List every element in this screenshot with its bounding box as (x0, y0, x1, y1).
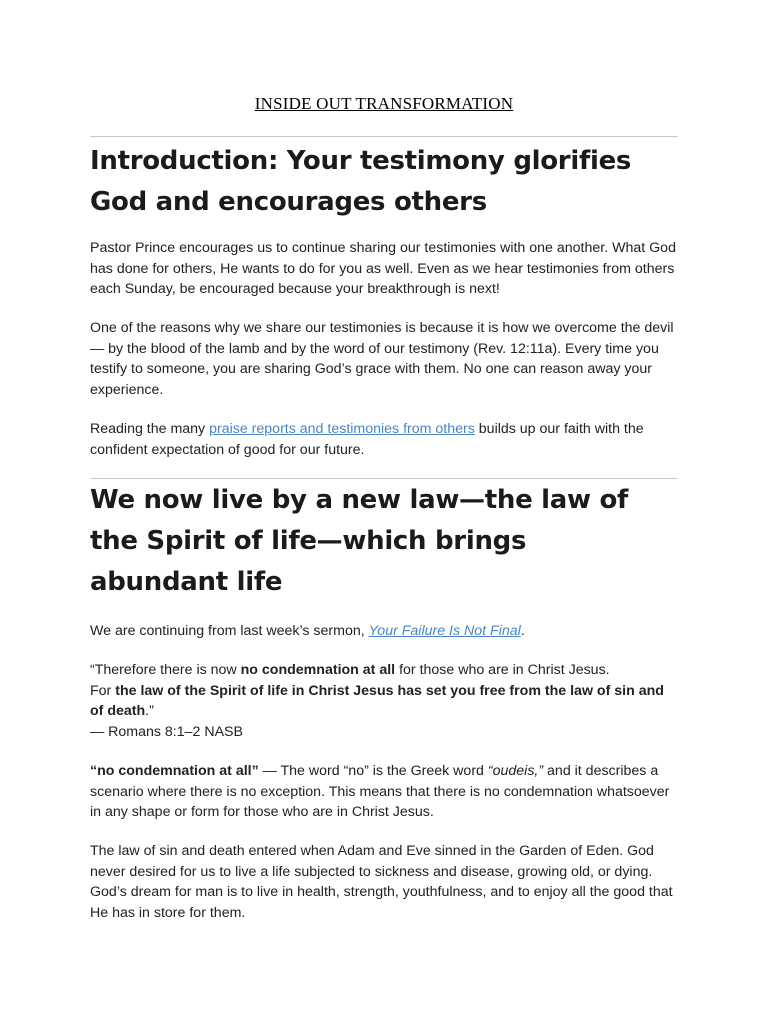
paragraph (90, 761, 678, 823)
quote-reference: — Romans 8:1–2 NASB (90, 723, 243, 740)
paragraph-text: Reading the many (90, 421, 210, 437)
paragraph-text: and it describes a scenario where there is no exception. This means that there is no condemnation whatsoever in any shape or form for those who are in Christ Jesus. (90, 763, 670, 821)
quote-text: for those who are in Christ Jesus. (395, 662, 610, 678)
divider (90, 478, 678, 479)
heading-line: God and encourages others (90, 187, 487, 217)
paragraph (90, 621, 678, 642)
quote-text: .” (145, 703, 154, 720)
paragraph-text: — The word “no” is the Greek word (258, 763, 488, 779)
quote-text: “Therefore there is now (90, 662, 241, 678)
scripture-quote (90, 660, 678, 742)
paragraph-bold: “no condemnation at all” (90, 763, 259, 779)
paragraph: Pastor Prince encourages us to continue sharing our testimonies with one another. What God has done for others, He wants to do for you as well. Even as we hear testimonies from others each Sunday, be encouraged because your breakthrough is next! (90, 240, 676, 298)
heading-line: abundant life (90, 567, 283, 597)
sermon-link[interactable] (369, 623, 521, 639)
heading-line: Introduction: Your testimony glorifies (90, 146, 632, 176)
testimonies-link[interactable]: praise reports and testimonies from others (209, 421, 475, 437)
paragraph-italic: “oudeis,” (487, 763, 544, 779)
paragraph-text: . (520, 623, 525, 639)
paragraph: The law of sin and death entered when Adam and Eve sinned in the Garden of Eden. God never desired for us to live a life subjected to sickness and disease, growing old, or dying. God’s dream for man is to live in health, strength, youthfulness, and to enjoy all the good that He has in store for them. (90, 843, 673, 921)
divider (90, 136, 678, 137)
section-heading-new-law (90, 480, 678, 603)
paragraph-text: builds up our faith with the confident expectation of good for our future. (90, 421, 644, 458)
heading-line: We now live by a new law—the law of (90, 485, 629, 515)
paragraph: One of the reasons why we share our testimonies is because it is how we overcome the devil— by the blood of the lamb and by the word of our testimony (Rev. 12:11a). Every time you testify to someone, you are sharing God’s grace with them. No one can reason away your experience. (90, 320, 674, 398)
sermon-link-text: Your Failure Is Not Final (368, 623, 521, 639)
paragraph (90, 419, 678, 460)
heading-line: the Spirit of life—which brings (90, 526, 527, 556)
section-heading-introduction (90, 141, 678, 223)
quote-bold: the law of the Spirit of life in Christ Jesus has set you free from the law of sin and of death (90, 682, 664, 720)
document-title: INSIDE OUT TRANSFORMATION (254, 94, 514, 113)
paragraph-text: We are continuing from last week’s sermon, (90, 623, 369, 639)
quote-bold: no condemnation at all (240, 662, 396, 678)
quote-text: For (90, 682, 116, 699)
